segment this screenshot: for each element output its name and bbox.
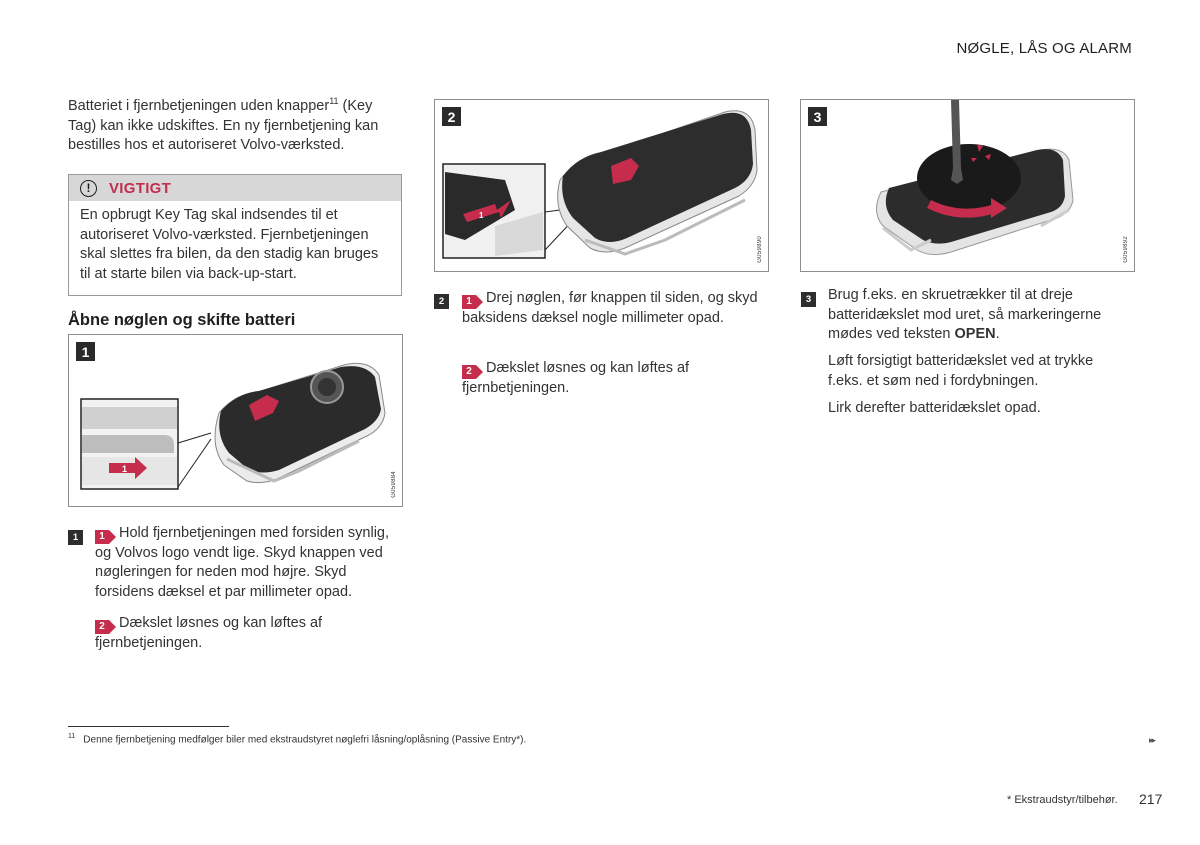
step-2-text-1: 1 Drej nøglen, før knappen til siden, og skyd baksidens dæksel nogle millimeter opad. xyxy=(462,290,758,326)
step-marker-1-icon: 1 xyxy=(95,530,116,544)
step-2-text-2: 2 Dækslet løsnes og kan løftes af fjernbetjeningen. xyxy=(462,360,690,396)
warning-title: VIGTIGT xyxy=(109,179,172,197)
key-back-illustration xyxy=(435,100,768,271)
section-heading: Åbne nøglen og skifte batteri xyxy=(68,311,296,329)
step-3-text-2: Løft forsigtigt batteridækslet ved at trykke f.eks. et søm ned i fordybningen. xyxy=(828,353,1094,389)
figure-number: 1 xyxy=(76,342,95,361)
step-badge: 1 xyxy=(68,530,83,545)
section-header: NØGLE, LÅS OG ALARM xyxy=(956,40,1132,57)
figure-number: 2 xyxy=(442,107,461,126)
battery-cover-illustration xyxy=(801,100,1134,271)
footnote: $^{11}$ Denne fjernbetjening medfølger biler med ekstraudstyret nøglefri låsning/oplåsning (Passive Entry*). xyxy=(68,733,527,746)
warning-header xyxy=(69,175,401,201)
step-badge: 2 xyxy=(434,294,449,309)
figure-2 xyxy=(434,99,769,272)
figure-code: G059884 xyxy=(391,471,397,498)
warning-box xyxy=(68,174,402,296)
svg-text:1: 1 xyxy=(479,211,484,220)
step-marker-2-icon: 2 xyxy=(95,620,116,634)
step-1-text-1: 1 Hold fjernbetjeningen med forsiden synlig, og Volvos logo vendt lige. Skyd knappen ved nøgleringen for neden mod højre. Skyd forsidens dæksel et par millimeter opad. xyxy=(95,525,390,600)
step-marker-2-icon: 2 xyxy=(462,365,483,379)
footnote-ref[interactable]: 11 xyxy=(329,96,339,107)
step-3-text-3: Lirk derefter batteridækslet opad. xyxy=(828,400,1041,416)
step-1-text-2: 2 Dækslet løsnes og kan løftes af fjernbetjeningen. xyxy=(95,615,323,651)
figure-code: G059890 xyxy=(757,236,763,263)
double-chevron-right-icon[interactable]: ▸▸ xyxy=(1149,735,1155,745)
svg-text:1: 1 xyxy=(122,464,128,474)
intro-paragraph: Batteriet i fjernbetjeningen uden knapper$^{11}$ (Key Tag) kan ikke udskiftes. En ny fjernbetjening kan bestilles hos et autoriseret Volvo-værksted. xyxy=(68,96,379,154)
figure-3 xyxy=(800,99,1135,272)
footnote-divider xyxy=(68,726,229,727)
step-marker-1-icon: 1 xyxy=(462,295,483,309)
page-number: 217 xyxy=(1139,791,1163,807)
figure-code: G059892 xyxy=(1123,236,1129,263)
step-3-text-1: Brug f.eks. en skruetrækker til at dreje batteridækslet mod uret, så markeringerne mødes ved teksten OPEN. xyxy=(828,287,1102,343)
figure-1 xyxy=(68,334,403,507)
figure-number: 3 xyxy=(808,107,827,126)
step-badge: 3 xyxy=(801,292,816,307)
key-front-illustration xyxy=(69,335,402,506)
exclamation-circle-icon: ! xyxy=(80,180,97,197)
accessory-note: * Ekstraudstyr/tilbehør. xyxy=(1007,794,1118,806)
warning-body: En opbrugt Key Tag skal indsendes til et autoriseret Volvo-værksted. Fjernbetjeningen skal slettes fra bilen, da den stadig kan bruges til at starte bilen via back-up-start. xyxy=(80,207,379,282)
